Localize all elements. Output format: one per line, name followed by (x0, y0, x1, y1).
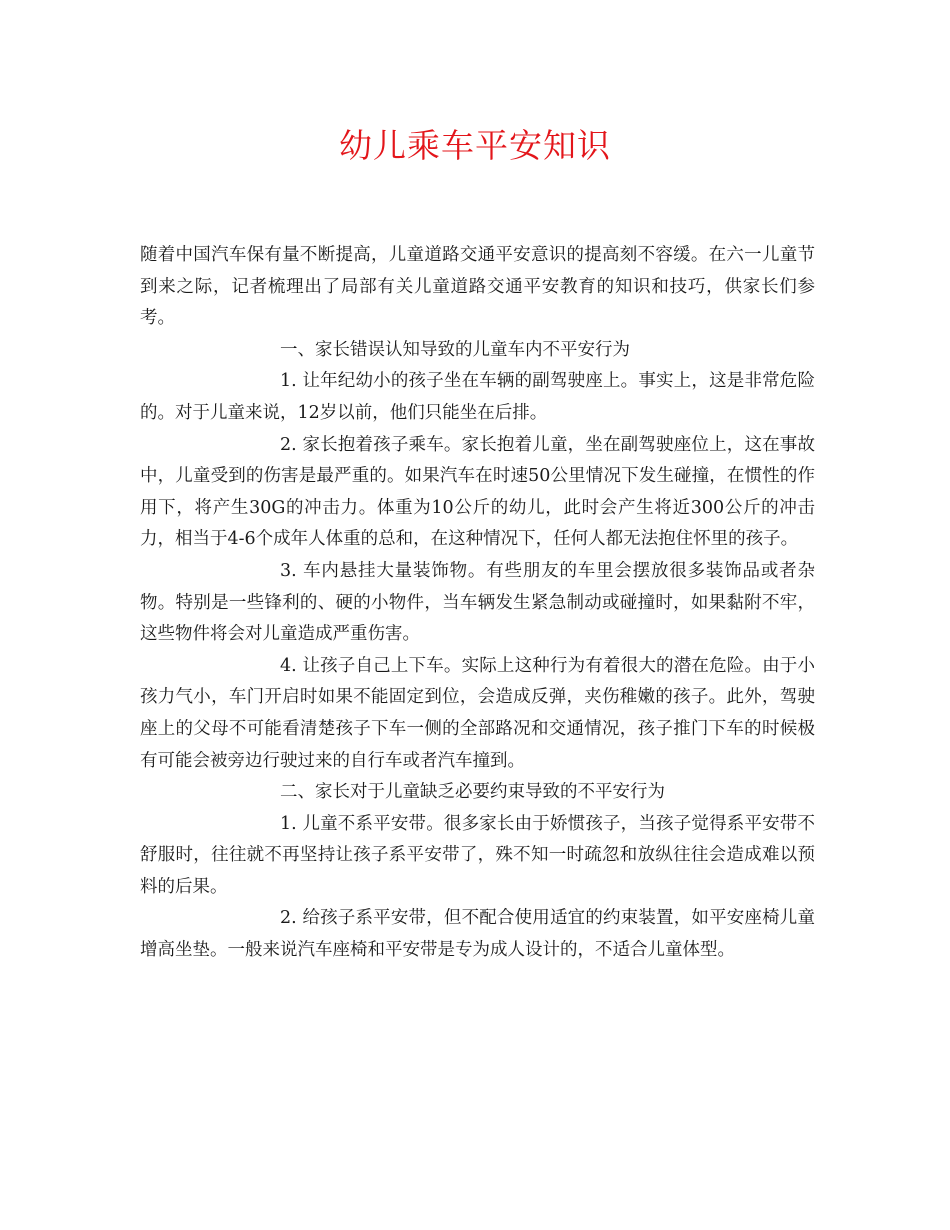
document-title: 幼儿乘车平安知识 (339, 126, 611, 165)
paragraph-intro: 随着中国汽车保有量不断提高，儿童道路交通平安意识的提高刻不容缓。在六一儿童节到来之际，记者梳理出了局部有关儿童道路交通平安教育的知识和技巧，供家长们参考。 (140, 245, 815, 329)
section-heading-2: 二、家长对于儿童缺乏必要约束导致的不平安行为 (280, 782, 665, 803)
section-heading-1: 一、家长错误认知导致的儿童车内不平安行为 (280, 339, 630, 360)
paragraph-item-1-2: 2. 家长抱着孩子乘车。家长抱着儿童，坐在副驾驶座位上，这在事故中，儿童受到的伤害是最严重的。如果汽车在时速50公里情况下发生碰撞，在惯性的作用下，将产生30G的冲击力。体重为10公斤的幼儿，此时会产生将近300公斤的冲击力，相当于4-6个成年人体重的总和，在这种情况下，任何人都无法抱住怀里的孩子。 (140, 434, 815, 550)
paragraph-item-1-4: 4. 让孩子自己上下车。实际上这种行为有着很大的潜在危险。由于小孩力气小，车门开启时如果不能固定到位，会造成反弹，夹伤稚嫩的孩子。此外，驾驶座上的父母不可能看清楚孩子下车一侧的全部路况和交通情况，孩子推门下车的时候极有可能会被旁边行驶过来的自行车或者汽车撞到。 (140, 655, 815, 771)
document-body (140, 240, 815, 967)
paragraph-item-2-2: 2. 给孩子系平安带，但不配合使用适宜的约束装置，如平安座椅儿童增高坐垫。一般来说汽车座椅和平安带是专为成人设计的，不适合儿童体型。 (140, 908, 815, 961)
paragraph-item-1-1: 1. 让年纪幼小的孩子坐在车辆的副驾驶座上。事实上，这是非常危险的。对于儿童来说，12岁以前，他们只能坐在后排。 (140, 371, 815, 423)
paragraph-item-2-1: 1. 儿童不系平安带。很多家长由于娇惯孩子，当孩子觉得系平安带不舒服时，往往就不再坚持让孩子系平安带了，殊不知一时疏忽和放纵往往会造成难以预料的后果。 (140, 813, 815, 897)
paragraph-item-1-3: 3. 车内悬挂大量装饰物。有些朋友的车里会摆放很多装饰品或者杂物。特别是一些锋利的、硬的小物件，当车辆发生紧急制动或碰撞时，如果黏附不牢，这些物件将会对儿童造成严重伤害。 (140, 560, 815, 645)
